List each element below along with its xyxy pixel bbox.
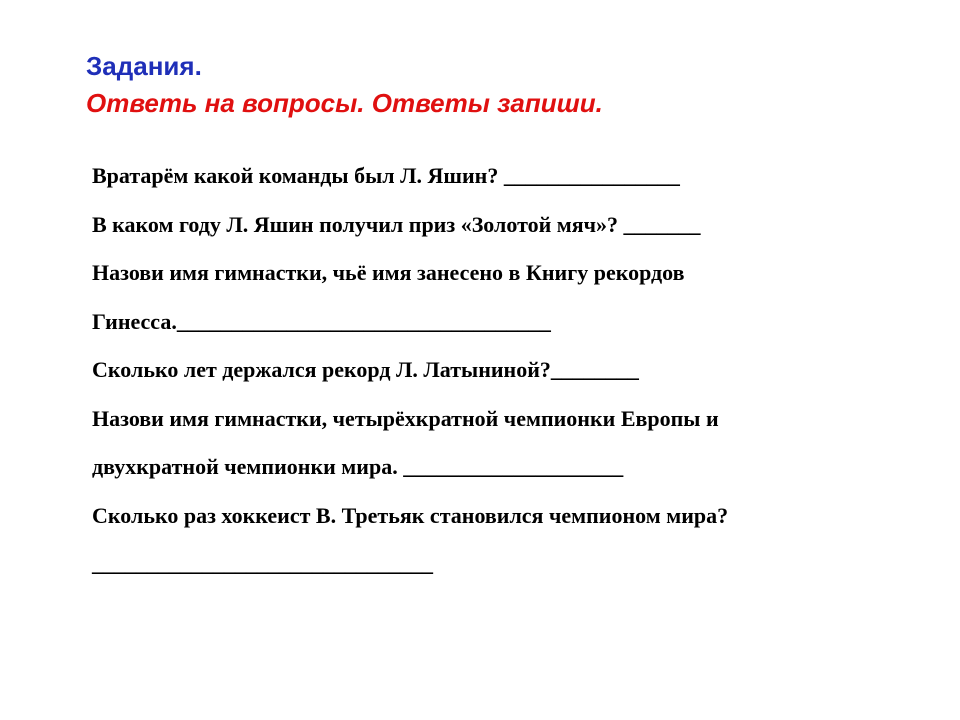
question-line-gymnast-world: двухкратной чемпионки мира. ____________________ — [92, 454, 624, 479]
question-line-golden-ball: В каком году Л. Яшин получил приз «Золотой мяч»? _______ — [92, 211, 701, 237]
question-line-tretiak: Сколько раз хоккеист В. Третьяк становился чемпионом мира? — [92, 502, 729, 528]
question-line-latynina-record: Сколько лет держался рекорд Л. Латыниной?________ — [92, 357, 639, 382]
question-line-guinness-answer: Гинесса.__________________________________ — [92, 308, 551, 334]
page-subtitle: Ответь на вопросы. Ответы запиши. — [86, 88, 603, 118]
question-line-yashin-team: Вратарём какой команды был Л. Яшин? ________________ — [92, 163, 680, 188]
question-line-gymnast-europe: Назови имя гимнастки, четырёхкратной чемпионки Европы и — [92, 405, 719, 431]
page-title: Задания. — [86, 51, 202, 81]
heading-block — [86, 46, 886, 120]
questions-list — [92, 152, 932, 589]
question-line-gymnast-guinness: Назови имя гимнастки, чьё имя занесено в Книгу рекордов — [92, 260, 685, 285]
question-line-tretiak-answer: _______________________________ — [92, 551, 433, 576]
